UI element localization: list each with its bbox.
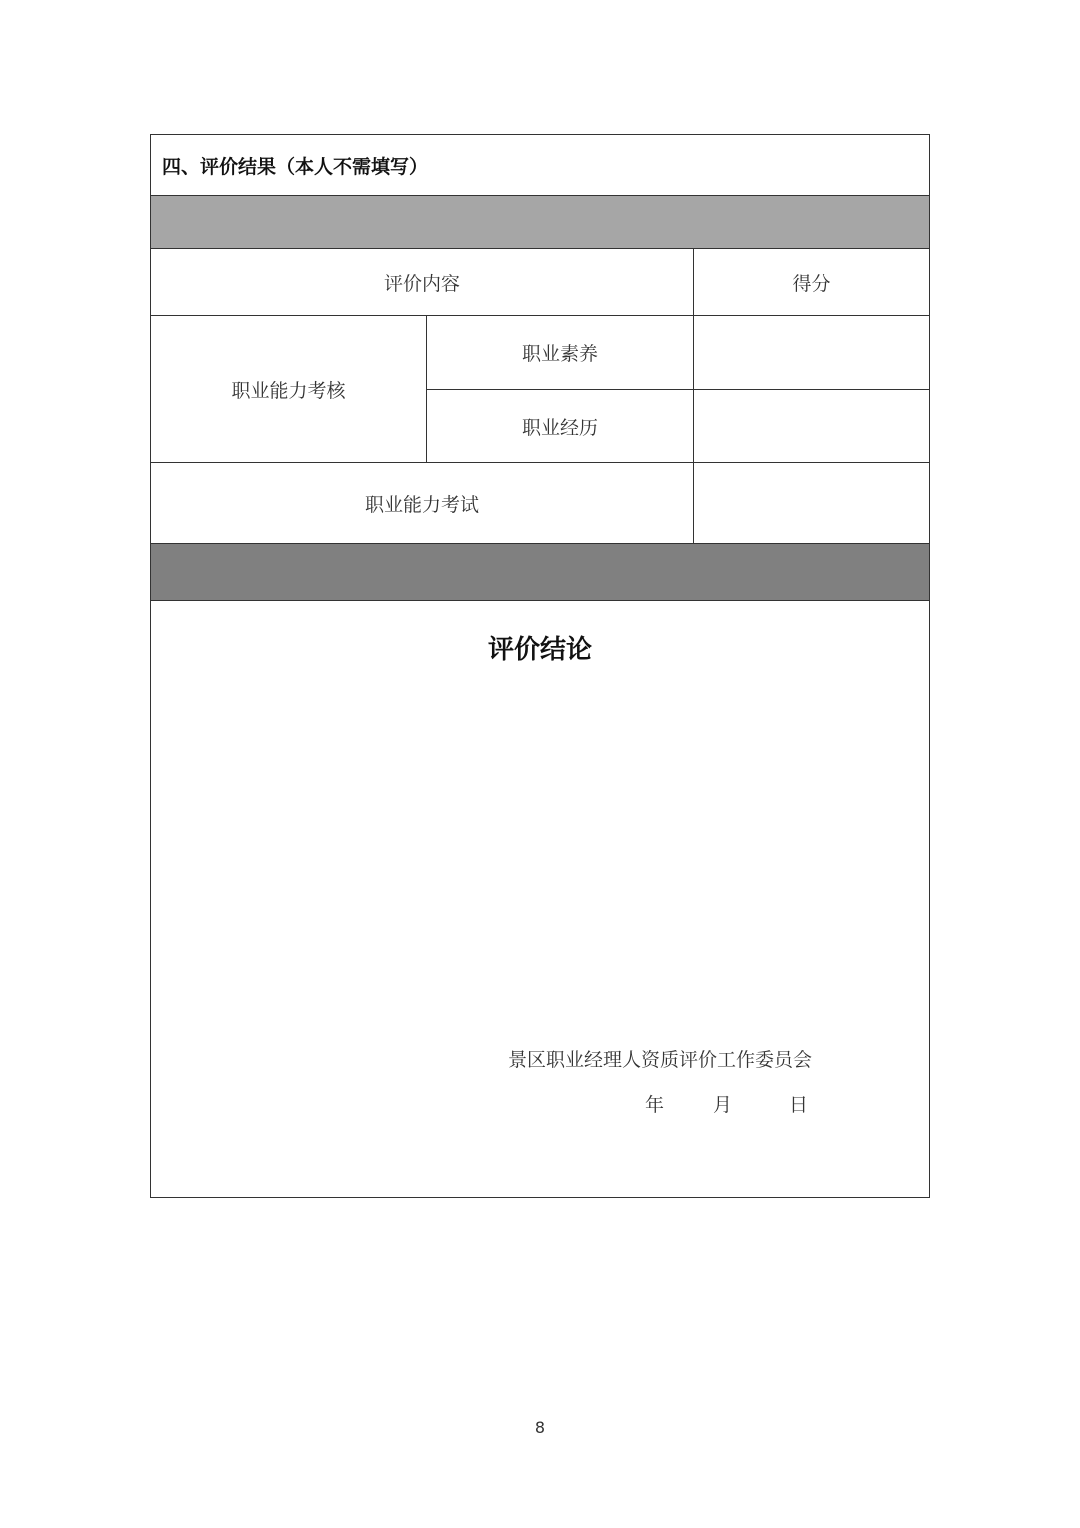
header-score: 得分 [792,272,831,295]
date-month: 月 [713,1094,733,1116]
evaluation-result-table [150,134,930,1198]
score-cell-exam [694,463,929,543]
shaded-band-top [151,196,929,248]
date-day: 日 [789,1094,809,1116]
committee-name: 景区职业经理人资质评价工作委员会 [508,1049,813,1071]
conclusion-title: 评价结论 [487,635,592,665]
header-evaluation-content: 评价内容 [383,272,460,295]
shaded-band-bottom [151,544,929,600]
score-cell-experience [694,390,929,462]
divider [151,600,929,601]
exam-label: 职业能力考试 [364,493,479,516]
assessment-group-label: 职业能力考核 [231,379,346,402]
section-title: 四、评价结果（本人不需填写） [162,155,429,178]
date-year: 年 [645,1094,665,1116]
score-cell-professionalism [694,316,929,389]
page-number: 8 [534,1418,546,1437]
assessment-item-professionalism: 职业素养 [521,343,598,365]
assessment-item-experience: 职业经历 [521,416,598,439]
